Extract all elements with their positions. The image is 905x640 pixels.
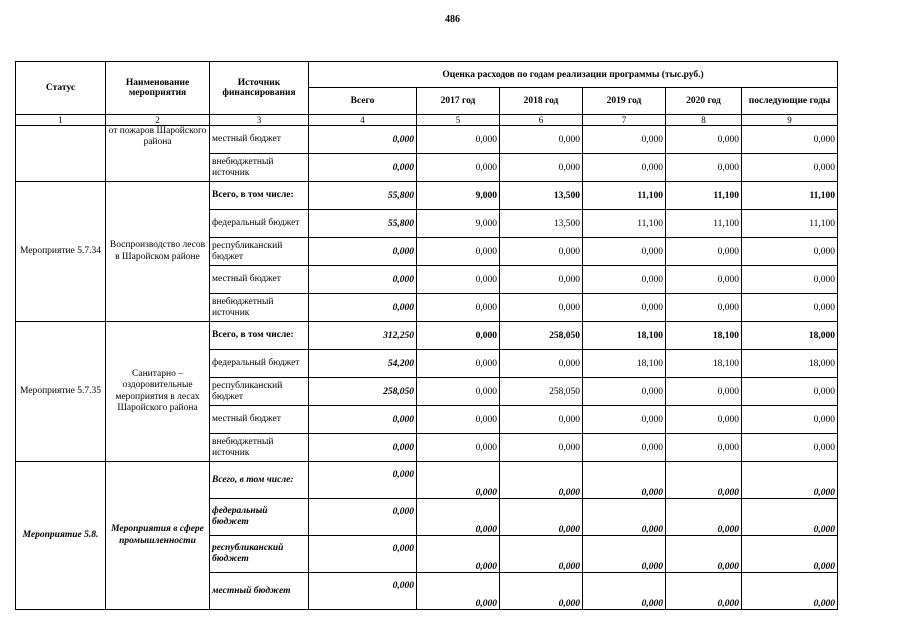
value-2017: 0,000: [417, 536, 500, 573]
source-cell: местный бюджет: [210, 126, 309, 154]
value-2019: 0,000: [583, 406, 666, 434]
source-cell: местный бюджет: [210, 266, 309, 294]
table-row: [16, 182, 838, 210]
value-total: 0,000: [309, 573, 417, 610]
header-2018: 2018 год: [500, 88, 583, 115]
value-2018: 258,050: [500, 322, 583, 350]
value-2019: 0,000: [583, 499, 666, 536]
value-total: 0,000: [309, 536, 417, 573]
value-later: 0,000: [742, 294, 838, 322]
header-status: Статус: [16, 62, 106, 115]
value-2019: 0,000: [583, 238, 666, 266]
value-2019: 0,000: [583, 573, 666, 610]
value-2017: 0,000: [417, 266, 500, 294]
value-2017: 0,000: [417, 294, 500, 322]
source-cell: республиканский бюджет: [210, 378, 309, 406]
status-cell: Мероприятие 5.8.: [16, 462, 106, 610]
source-cell: федеральный бюджет: [210, 210, 309, 238]
value-2018: 0,000: [500, 536, 583, 573]
value-2017: 0,000: [417, 350, 500, 378]
value-later: 0,000: [742, 154, 838, 182]
value-2018: 0,000: [500, 350, 583, 378]
column-number: 7: [583, 115, 666, 126]
header-name: Наименование мероприятия: [106, 62, 210, 115]
value-2020: 0,000: [666, 378, 742, 406]
value-total: 0,000: [309, 434, 417, 462]
value-later: 18,000: [742, 322, 838, 350]
measure-name: от пожаров Шаройского района: [106, 126, 210, 182]
source-cell: федеральный бюджет: [210, 350, 309, 378]
header-2019: 2019 год: [583, 88, 666, 115]
source-cell: внебюджетный источник: [210, 154, 309, 182]
source-cell: Всего, в том числе:: [210, 182, 309, 210]
value-2019: 0,000: [583, 536, 666, 573]
value-total: 258,050: [309, 378, 417, 406]
value-later: 0,000: [742, 238, 838, 266]
column-number: 2: [106, 115, 210, 126]
value-2020: 0,000: [666, 499, 742, 536]
value-2019: 18,100: [583, 350, 666, 378]
value-2019: 11,100: [583, 182, 666, 210]
status-cell: [16, 126, 106, 182]
measure-name: Мероприятия в сфере промышленности: [106, 462, 210, 610]
value-2017: 0,000: [417, 238, 500, 266]
value-2017: 0,000: [417, 126, 500, 154]
value-2020: 0,000: [666, 238, 742, 266]
value-2020: 18,100: [666, 322, 742, 350]
value-2019: 0,000: [583, 266, 666, 294]
value-2020: 0,000: [666, 266, 742, 294]
status-cell: Мероприятие 5.7.35: [16, 322, 106, 462]
source-cell: внебюджетный источник: [210, 434, 309, 462]
value-later: 11,100: [742, 210, 838, 238]
value-2017: 9,000: [417, 182, 500, 210]
value-2017: 0,000: [417, 434, 500, 462]
value-later: 0,000: [742, 536, 838, 573]
value-total: 0,000: [309, 406, 417, 434]
value-total: 0,000: [309, 499, 417, 536]
value-total: 0,000: [309, 238, 417, 266]
value-2020: 0,000: [666, 434, 742, 462]
value-later: 0,000: [742, 434, 838, 462]
value-2017: 0,000: [417, 378, 500, 406]
value-2020: 0,000: [666, 462, 742, 499]
table-row: [16, 322, 838, 350]
header-estimate: Оценка расходов по годам реализации программы (тыс.руб.): [309, 62, 838, 88]
source-cell: местный бюджет: [210, 406, 309, 434]
status-cell: Мероприятие 5.7.34: [16, 182, 106, 322]
value-later: 0,000: [742, 378, 838, 406]
value-2017: 0,000: [417, 406, 500, 434]
value-2019: 0,000: [583, 434, 666, 462]
column-numbers-row: [16, 115, 838, 126]
value-2020: 11,100: [666, 182, 742, 210]
value-2018: 0,000: [500, 499, 583, 536]
value-2018: 13,500: [500, 210, 583, 238]
value-2018: 0,000: [500, 154, 583, 182]
value-2019: 0,000: [583, 462, 666, 499]
header-later: последующие годы: [742, 88, 838, 115]
value-later: 11,100: [742, 182, 838, 210]
value-2018: 0,000: [500, 294, 583, 322]
value-total: 0,000: [309, 294, 417, 322]
budget-table-container: [15, 61, 839, 609]
value-total: 312,250: [309, 322, 417, 350]
column-number: 9: [742, 115, 838, 126]
source-cell: внебюджетный источник: [210, 294, 309, 322]
value-2018: 0,000: [500, 462, 583, 499]
value-2018: 0,000: [500, 434, 583, 462]
source-cell: республиканский бюджет: [210, 238, 309, 266]
header-2020: 2020 год: [666, 88, 742, 115]
value-2017: 0,000: [417, 154, 500, 182]
source-cell: Всего, в том числе:: [210, 322, 309, 350]
value-total: 0,000: [309, 154, 417, 182]
value-2017: 0,000: [417, 499, 500, 536]
budget-table: [15, 61, 838, 610]
column-number: 6: [500, 115, 583, 126]
column-number: 5: [417, 115, 500, 126]
value-total: 55,800: [309, 182, 417, 210]
value-total: 54,200: [309, 350, 417, 378]
value-total: 0,000: [309, 462, 417, 499]
measure-name: Санитарно – оздоровительные мероприятия в лесах Шаройского района: [106, 322, 210, 462]
header-2017: 2017 год: [417, 88, 500, 115]
value-2019: 0,000: [583, 154, 666, 182]
column-number: 8: [666, 115, 742, 126]
value-2019: 0,000: [583, 378, 666, 406]
source-cell: республиканский бюджет: [210, 536, 309, 573]
value-2018: 13,500: [500, 182, 583, 210]
source-cell: местный бюджет: [210, 573, 309, 610]
table-row: [16, 126, 838, 154]
value-later: 18,000: [742, 350, 838, 378]
source-cell: Всего, в том числе:: [210, 462, 309, 499]
column-number: 3: [210, 115, 309, 126]
page-number: 486: [445, 14, 460, 25]
value-total: 55,800: [309, 210, 417, 238]
value-later: 0,000: [742, 406, 838, 434]
value-later: 0,000: [742, 266, 838, 294]
value-2019: 11,100: [583, 210, 666, 238]
value-2020: 0,000: [666, 406, 742, 434]
value-later: 0,000: [742, 126, 838, 154]
value-2017: 0,000: [417, 462, 500, 499]
value-2020: 0,000: [666, 154, 742, 182]
column-number: 1: [16, 115, 106, 126]
value-2020: 18,100: [666, 350, 742, 378]
column-number: 4: [309, 115, 417, 126]
value-2018: 258,050: [500, 378, 583, 406]
value-2019: 0,000: [583, 126, 666, 154]
value-2017: 9,000: [417, 210, 500, 238]
value-2020: 0,000: [666, 126, 742, 154]
value-2018: 0,000: [500, 126, 583, 154]
value-2017: 0,000: [417, 322, 500, 350]
source-cell: федеральный бюджет: [210, 499, 309, 536]
value-2018: 0,000: [500, 266, 583, 294]
table-row: [16, 462, 838, 499]
value-2018: 0,000: [500, 238, 583, 266]
value-2018: 0,000: [500, 406, 583, 434]
value-2019: 0,000: [583, 294, 666, 322]
value-later: 0,000: [742, 462, 838, 499]
value-2017: 0,000: [417, 573, 500, 610]
value-2018: 0,000: [500, 573, 583, 610]
value-2020: 0,000: [666, 536, 742, 573]
value-2020: 0,000: [666, 294, 742, 322]
value-2020: 0,000: [666, 573, 742, 610]
value-later: 0,000: [742, 499, 838, 536]
value-total: 0,000: [309, 266, 417, 294]
value-2019: 18,100: [583, 322, 666, 350]
value-2020: 11,100: [666, 210, 742, 238]
header-total: Всего: [309, 88, 417, 115]
header-source: Источник финансирования: [210, 62, 309, 115]
measure-name: Воспроизводство лесов в Шаройском районе: [106, 182, 210, 322]
value-total: 0,000: [309, 126, 417, 154]
value-later: 0,000: [742, 573, 838, 610]
